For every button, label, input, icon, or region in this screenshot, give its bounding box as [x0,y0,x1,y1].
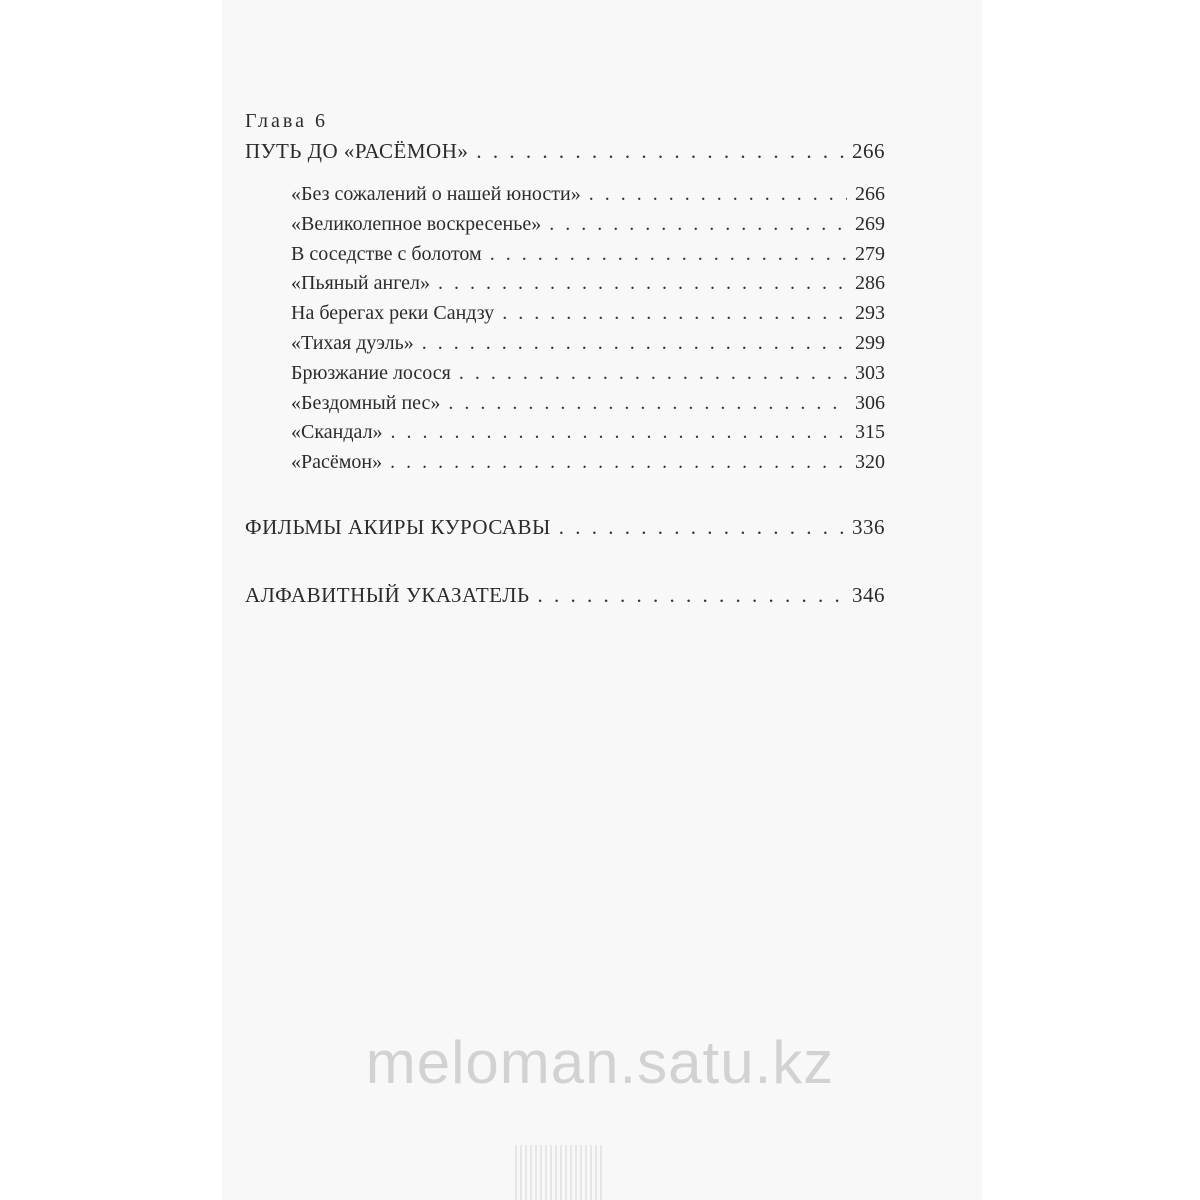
leader-dots [422,332,847,355]
toc-entry-page: 336 [852,514,885,539]
toc-sub-list [291,183,885,481]
leader-dots [538,583,845,608]
toc-entry-title: На берегах реки Сандзу [291,302,495,325]
toc-entry-page: 346 [852,582,885,607]
toc-entry-title: «Скандал» [291,421,383,444]
toc-entry-title: «Пьяный ангел» [291,272,430,295]
toc-sub-entry [291,302,885,332]
toc-sub-entry [291,362,885,392]
toc-sub-entry [291,183,885,213]
toc-sub-entry [291,392,885,422]
toc-entry-page: 306 [855,391,885,414]
table-of-contents [245,110,885,617]
leader-dots [390,451,847,474]
leader-dots [589,183,847,206]
leader-dots [459,362,847,385]
toc-entry-page: 293 [855,302,885,325]
leader-dots [502,302,847,325]
toc-entry-title: «Великолепное воскресенье» [291,212,542,235]
toc-entry-title: ФИЛЬМЫ АКИРЫ КУРОСАВЫ [245,514,551,539]
toc-entry-page: 279 [855,242,885,265]
toc-entry-page: 320 [855,451,885,474]
toc-entry-page: 269 [855,212,885,235]
leader-dots [448,392,847,415]
toc-entry-page: 266 [855,183,885,205]
toc-index-entry [245,583,885,617]
toc-entry-page: 266 [852,139,885,163]
toc-sub-entry [291,272,885,302]
leader-dots [476,139,844,164]
leader-dots [549,213,847,236]
toc-films-entry [245,515,885,549]
faint-barcode [515,1145,605,1200]
leader-dots [438,272,847,295]
toc-entry-title: «Бездомный пес» [291,391,441,414]
toc-entry-title: «Тихая дуэль» [291,331,414,354]
watermark-text: meloman.satu.kz [365,1029,835,1096]
leader-dots [391,421,847,444]
toc-entry-title: «Расёмон» [291,451,383,474]
toc-entry-title: АЛФАВИТНЫЙ УКАЗАТЕЛЬ [245,582,530,607]
toc-entry-page: 315 [855,421,885,444]
toc-entry-page: 299 [855,331,885,354]
leader-dots [559,515,844,540]
toc-entry-page: 286 [855,272,885,295]
toc-sub-entry [291,421,885,451]
chapter-label: Глава 6 [245,110,328,132]
toc-entry-title: Брюзжание лосося [291,361,451,384]
toc-sub-entry [291,243,885,273]
leader-dots [490,243,847,266]
toc-entry-page: 303 [855,361,885,384]
toc-sub-entry [291,213,885,243]
toc-entry-title: В соседстве с болотом [291,242,482,265]
toc-sub-entry [291,332,885,362]
toc-main-entry [245,139,885,173]
toc-entry-title: «Без сожалений о нашей юности» [291,183,581,205]
toc-entry-title: ПУТЬ ДО «РАСЁМОН» [245,139,469,163]
toc-sub-entry [291,451,885,481]
